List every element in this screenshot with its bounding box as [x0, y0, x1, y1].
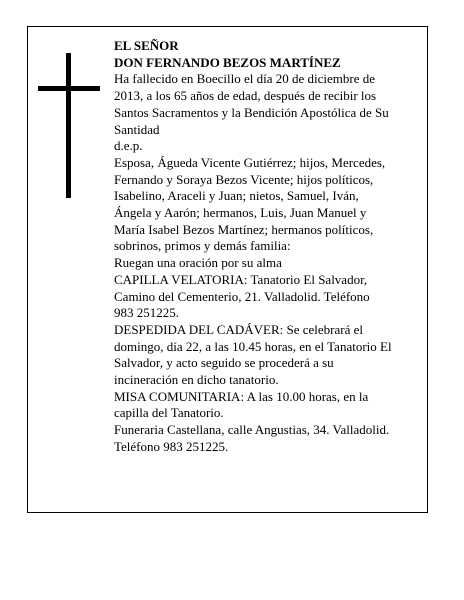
cross-icon [38, 53, 100, 198]
farewell-info: DESPEDIDA DEL CADÁVER: Se celebrará el domingo, día 22, a las 10.45 horas, en el Tanatorio El Salvador, y acto seguido se procederá a su incineración en dicho tanatorio. [114, 321, 392, 388]
chapel-info: CAPILLA VELATORIA: Tanatorio El Salvador, Camino del Cementerio, 21. Valladolid. Teléfono 983 251225. [114, 271, 370, 321]
obituary-text [114, 38, 392, 456]
prayer-request: Ruegan una oración por su alma [114, 255, 282, 271]
deceased-name: DON FERNANDO BEZOS MARTÍNEZ [114, 54, 341, 70]
notice-title: EL SEÑOR [114, 38, 179, 53]
cross-vertical-bar [66, 53, 71, 198]
family-list: Esposa, Águeda Vicente Gutiérrez; hijos, Mercedes, Fernando y Soraya Bezos Vicente; hijos políticos, Isabelino, Araceli y Juan; nietos, Samuel, Iván, Ángela y Aarón; hermanos, Luis, Juan Manuel y María Isabel Bezos Martínez; hermanos políticos, sobrinos, primos y demás familia: [114, 154, 386, 254]
mass-info: MISA COMUNITARIA: A las 10.00 horas, en la capilla del Tanatorio. [114, 388, 369, 421]
rip-text: d.e.p. [114, 138, 143, 154]
cross-horizontal-bar [38, 86, 100, 91]
funeral-home-info: Funeraria Castellana, calle Angustias, 34. Valladolid. Teléfono 983 251225. [114, 422, 390, 454]
death-announcement: Ha fallecido en Boecillo el día 20 de diciembre de 2013, a los 65 años de edad, después de recibir los Santos Sacramentos y la Bendición Apostólica de Su Santidad [114, 71, 389, 137]
